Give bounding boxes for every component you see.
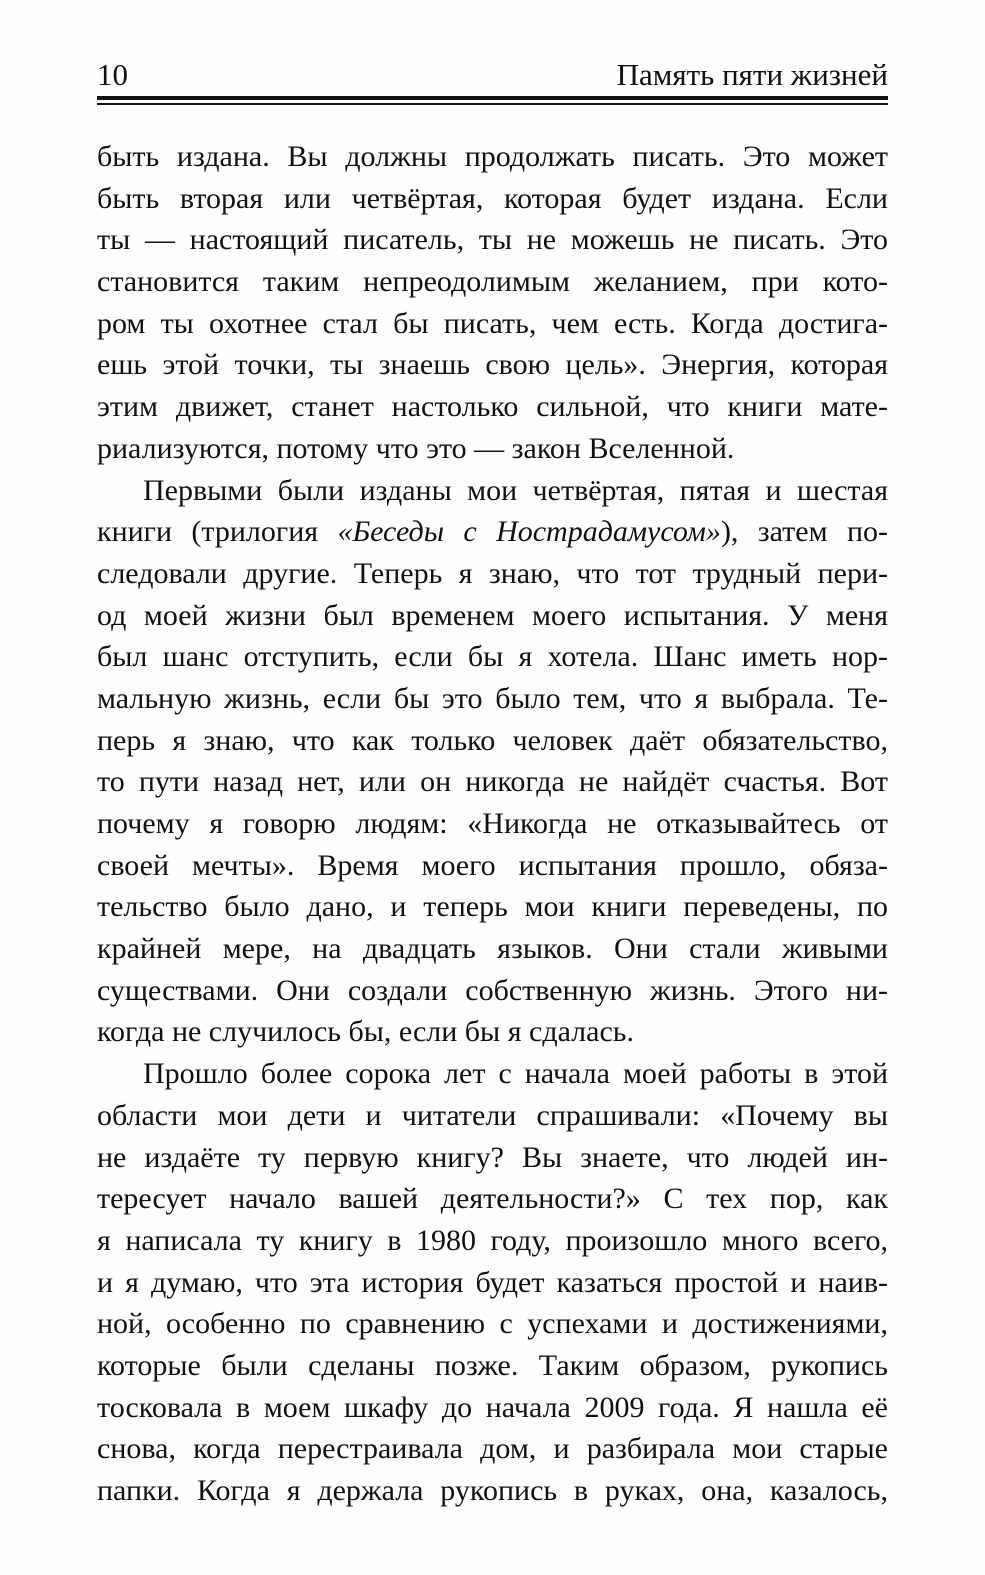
body-text bbox=[97, 136, 888, 1512]
text-line: тосковала в моем шкафу до начала 2009 года. Я нашла её bbox=[97, 1390, 888, 1424]
text-line: ешь этой точки, ты знаешь свою цель». Энергия, которая bbox=[97, 348, 888, 382]
paragraph-first-line: Прошло более сорока лет с начала моей работы в этой bbox=[143, 1057, 888, 1091]
text-line: когда не случилось бы, если бы я сдалась. bbox=[97, 1015, 634, 1049]
text-line: снова, когда перестраивала дом, и разбирала мои старые bbox=[97, 1432, 888, 1466]
text-line: следовали другие. Теперь я знаю, что тот трудный пери- bbox=[97, 556, 888, 590]
text-line: ром ты охотнее стал бы писать, чем есть. Когда достига- bbox=[97, 306, 888, 340]
text-line: почему я говорю людям: «Никогда не отказывайтесь от bbox=[97, 807, 888, 840]
text-line: своей мечты». Время моего испытания прошло, обяза- bbox=[97, 848, 888, 882]
text-line: перь я знаю, что как только человек даёт обязательство, bbox=[97, 723, 888, 757]
text-line: области мои дети и читатели спрашивали: «Почему вы bbox=[97, 1098, 888, 1132]
text-line: тельство было дано, и теперь мои книги переведены, по bbox=[97, 890, 888, 924]
text-line: существами. Они создали собственную жизнь. Этого ни- bbox=[97, 973, 888, 1007]
text-line: этим движет, станет настолько сильной, что книги мате- bbox=[97, 390, 888, 424]
line-text: книги (трилогия bbox=[97, 515, 338, 549]
text-line: ной, особенно по сравнению с успехами и достижениями, bbox=[97, 1307, 888, 1341]
text-line: был шанс отступить, если бы я хотела. Шанс иметь нор- bbox=[97, 640, 888, 674]
running-head bbox=[97, 58, 888, 92]
text-line: становится таким непреодолимым желанием, при кото- bbox=[97, 265, 888, 299]
book-series-title: «Беседы с Нострадамусом» bbox=[337, 515, 721, 549]
header-rule-thin bbox=[97, 103, 888, 105]
text-line: од моей жизни был временем моего испытания. У меня bbox=[97, 598, 888, 632]
line-text: ), затем по- bbox=[720, 515, 888, 549]
text-line: то пути назад нет, или он никогда не найдёт счастья. Вот bbox=[97, 765, 888, 799]
header-rule-thick bbox=[97, 96, 888, 100]
text-line: и я думаю, что эта история будет казаться простой и наив- bbox=[97, 1265, 888, 1299]
text-line: ты — настоящий писатель, ты не можешь не писать. Это bbox=[97, 223, 888, 257]
book-title: Память пяти жизней bbox=[616, 57, 888, 92]
text-line: быть вторая или четвёртая, которая будет издана. Если bbox=[97, 181, 888, 215]
text-line: не издаёте ту первую книгу? Вы знаете, что людей ин- bbox=[97, 1140, 888, 1174]
text-line: быть издана. Вы должны продолжать писать. Это может bbox=[97, 140, 888, 173]
text-line: риализуются, потому что это — закон Вселенной. bbox=[97, 431, 735, 465]
text-line: тересует начало вашей деятельности?» С тех пор, как bbox=[97, 1182, 888, 1216]
text-line: которые были сделаны позже. Таким образом, рукопись bbox=[97, 1348, 888, 1382]
text-line: папки. Когда я держала рукопись в руках, она, казалось, bbox=[97, 1474, 888, 1507]
text-line: крайней мере, на двадцать языков. Они стали живыми bbox=[97, 932, 888, 966]
text-line-with-title bbox=[97, 511, 888, 553]
paragraph-first-line: Первыми были изданы мои четвёртая, пятая и шестая bbox=[143, 473, 888, 507]
text-line: мальную жизнь, если бы это было тем, что я выбрала. Те- bbox=[97, 681, 888, 715]
text-line: я написала ту книгу в 1980 году, произошло много всего, bbox=[97, 1223, 888, 1257]
page-number: 10 bbox=[97, 57, 128, 92]
